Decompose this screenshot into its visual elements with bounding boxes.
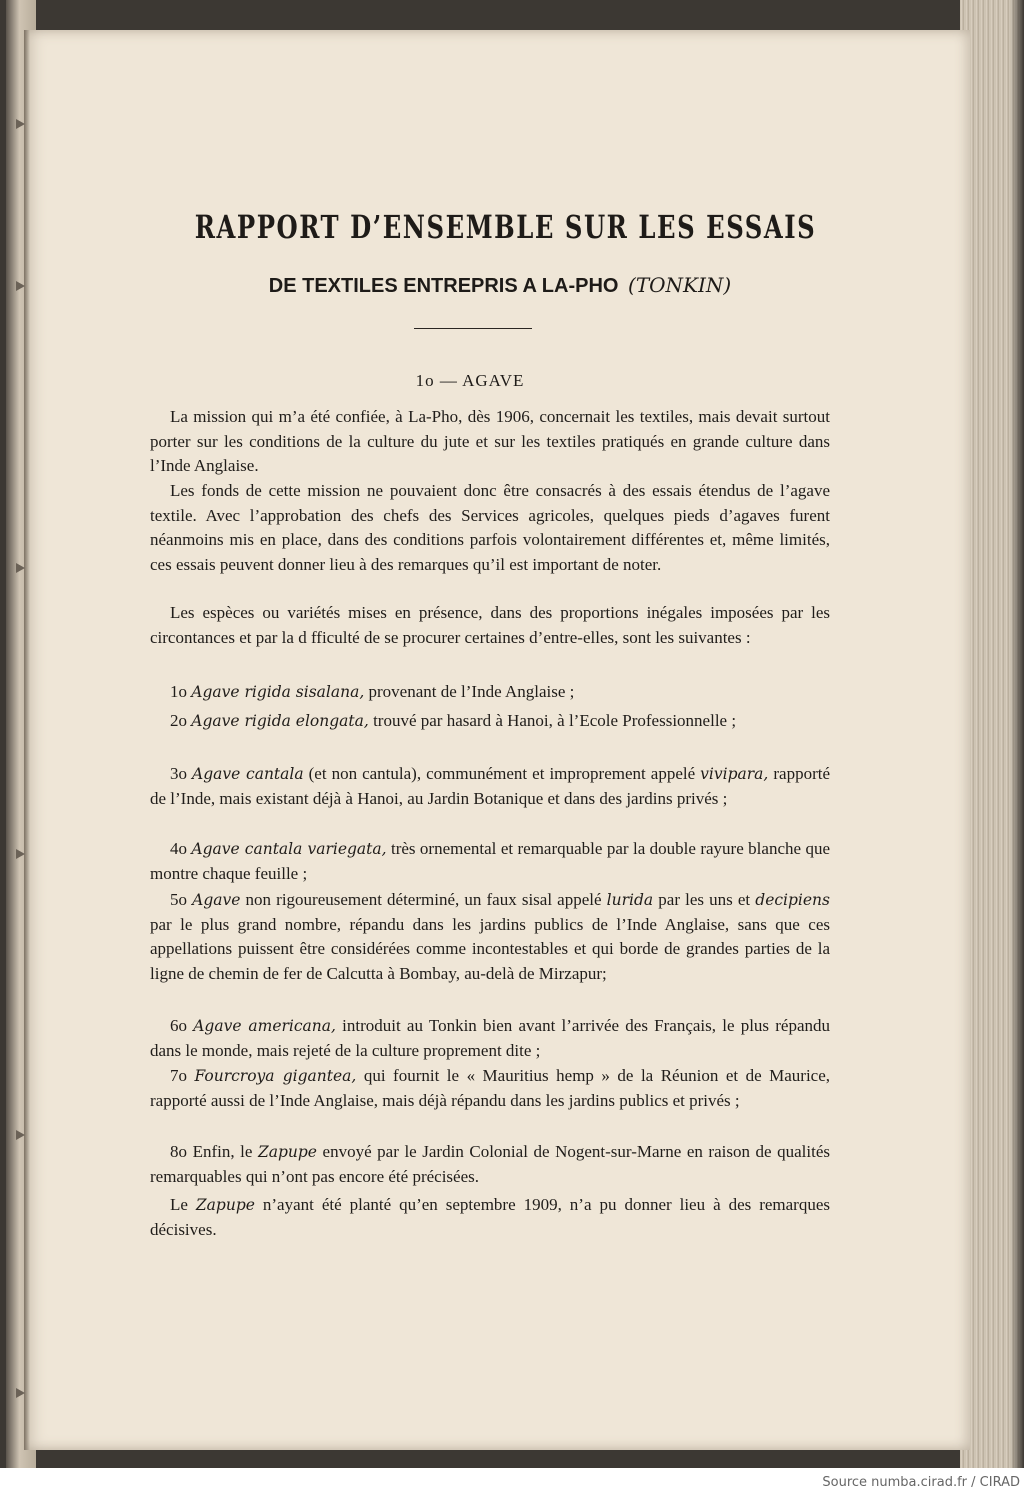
item-number: 8o: [170, 1142, 187, 1161]
species-name: Zapupe: [195, 1196, 255, 1214]
title-divider: [414, 328, 532, 329]
item-number: 7o: [170, 1066, 187, 1085]
list-item: [150, 837, 830, 886]
paragraph-1: [150, 405, 830, 479]
species-name: Agave cantala variegata,: [191, 840, 387, 858]
page-fold: [24, 30, 30, 1450]
species-name: Fourcroya gigantea,: [194, 1067, 357, 1085]
item-text: trouvé par hasard à Hanoi, à l’Ecole Professionnelle ;: [368, 711, 737, 730]
item-number: 1o: [170, 682, 187, 701]
list-item: [150, 762, 830, 811]
binding-tack: [16, 119, 25, 129]
item-text: par les uns et: [653, 890, 756, 909]
item-text: introduit au Tonkin bien avant l’arrivée des Français, le plus répandu dans le monde, mais rejeté de la culture proprement dite ;: [150, 1016, 831, 1060]
list-item: [150, 1140, 830, 1189]
item-text: très ornemental et remarquable par la double rayure blanche que montre chaque feuille ;: [150, 839, 831, 883]
binding-tack: [16, 849, 25, 859]
binding-tack: [16, 1388, 25, 1398]
item-number: 3o: [170, 764, 187, 783]
species-name: Agave cantala: [192, 765, 304, 783]
paragraph-2-text: Les fonds de cette mission ne pouvaient donc être consacrés à des essais étendus de l’agave textile. Avec l’approbation des chefs des Services agricoles, quelques pieds d’agaves furent néanmoins mis en place, dans des conditions parfois volontairement différentes et, même limités, ces essais peuvent donner lieu à des remarques qu’il est important de noter.: [150, 481, 830, 574]
binding-tack: [16, 281, 25, 291]
list-item: [150, 1064, 830, 1113]
subtitle-text: DE TEXTILES ENTREPRIS A LA-PHO: [268, 275, 619, 297]
species-name: vivipara,: [700, 765, 769, 783]
binding-tack: [16, 1130, 25, 1140]
subtitle-location: (TONKIN): [628, 273, 732, 297]
section-heading: 1o — AGAVE: [415, 371, 525, 390]
item-text: provenant de l’Inde Anglaise ;: [364, 682, 575, 701]
item-text: rapporté de l’Inde, mais existant déjà à Hanoi, au Jardin Botanique et dans des jardins privés ;: [150, 764, 831, 808]
species-name: Agave: [192, 891, 241, 909]
item-text: envoyé par le Jardin Colonial de Nogent-sur-Marne en raison de qualités remarquables qui n’ont pas encore été précisées.: [150, 1142, 830, 1186]
species-name: decipiens: [755, 891, 830, 909]
document-title: RAPPORT D’ENSEMBLE SUR LES ESSAIS: [194, 208, 817, 246]
list-item: [150, 888, 830, 986]
page-stack-shadow: [1010, 0, 1024, 1468]
closing-text: Le: [170, 1195, 196, 1214]
paragraph-3-text: Les espèces ou variétés mises en présence, dans des proportions inégales imposées par les circontances et par la d fficulté de se procurer certaines d’entre-elles, sont les suivantes :: [150, 603, 830, 647]
document-subtitle: [120, 273, 880, 298]
source-credit: Source numba.cirad.fr / CIRAD: [822, 1475, 1020, 1490]
item-text: par le plus grand nombre, répandu dans les jardins publics de l’Inde Anglaise, sans que ces appellations puissent être considérées comme incontestables et qui borde de grandes parties de la ligne de chemin de fer de Calcutta à Bombay, au-delà de Mirzapur;: [150, 914, 830, 983]
binding-tack: [16, 563, 25, 573]
paragraph-1-text: La mission qui m’a été confiée, à La-Pho, dès 1906, concernait les textiles, mais devait surtout porter sur les conditions de la culture du jute et sur les textiles pratiqués en grande culture dans l’Inde Anglaise.: [150, 407, 830, 475]
species-name: Agave americana,: [193, 1017, 336, 1035]
species-name: Agave rigida elongata,: [191, 712, 369, 730]
item-number: 2o: [170, 711, 187, 730]
species-name: lurida: [606, 891, 654, 909]
species-name: Zapupe: [257, 1143, 317, 1161]
item-number: 6o: [170, 1016, 187, 1035]
item-text: non rigoureusement déterminé, un faux sisal appelé: [240, 890, 607, 909]
item-text: Enfin, le: [192, 1142, 258, 1161]
list-item: [150, 680, 830, 705]
closing-text: n’ayant été planté qu’en septembre 1909, n’a pu donner lieu à des remarques décisives.: [150, 1195, 830, 1239]
paragraph-2: [150, 479, 830, 577]
closing-paragraph: [150, 1193, 830, 1242]
item-number: 4o: [170, 839, 187, 858]
species-name: Agave rigida sisalana,: [191, 683, 365, 701]
item-number: 5o: [170, 890, 187, 909]
list-item: [150, 709, 830, 734]
paragraph-3: [150, 601, 830, 650]
item-text: qui fournit le « Mauritius hemp » de la Réunion et de Maurice, rapporté aussi de l’Inde Anglaise, mais déjà répandu dans les jardins publics et privés ;: [150, 1066, 831, 1110]
item-text: (et non cantula), communément et improprement appelé: [303, 764, 701, 783]
list-item: [150, 1014, 830, 1063]
